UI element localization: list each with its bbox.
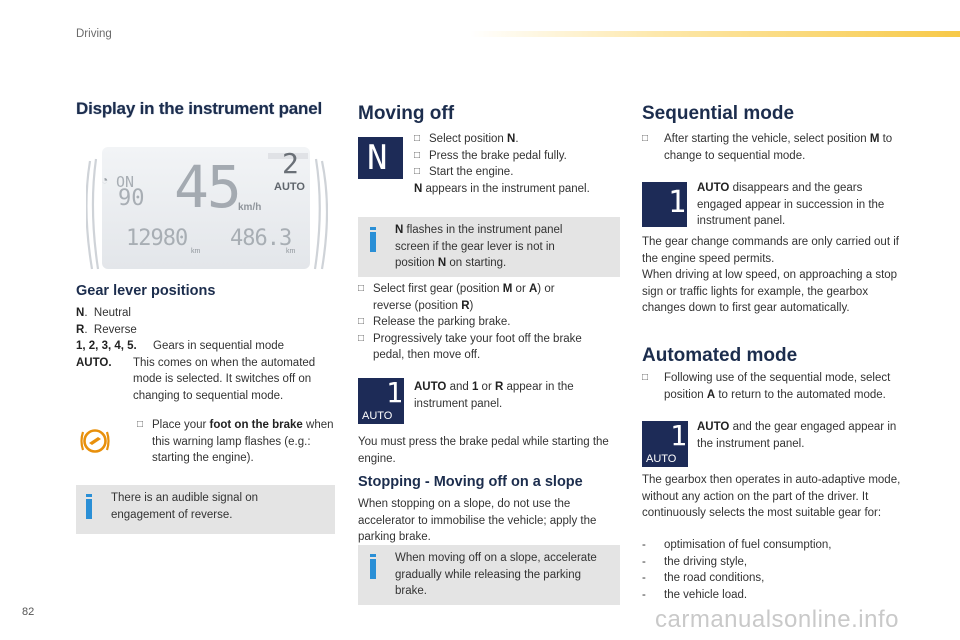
list-item: 1, 2, 3, 4, 5. Gears in sequential mode [76,340,285,352]
sequential-gear-tile: 1 [642,182,687,227]
slope-info-text: When moving off on a slope, accelerate gradually while releasing the parking brake. [395,552,597,597]
sequential-paragraph: The gear change commands are only carried out if the engine speed permits. When driving at low speed, on approaching a stop sign or traffic lights for example, the gearbox changes down to first gear automatically. [642,236,899,314]
auto-appear-note: AUTO and 1 or R appear in the instrument panel. [414,381,574,410]
slope-text: When stopping on a slope, do not use the accelerator to immobilise the vehicle; apply the parking brake. [358,498,597,543]
list-item: N. Neutral [76,307,131,319]
slope-title: Stopping - Moving off on a slope [358,474,583,490]
automated-gear-tile: 1 AUTO [642,421,688,467]
cruise-icon: ◔ [101,173,109,187]
list-item: □ Press the brake pedal fully. [414,148,614,165]
speed-readout: 45 [174,153,240,221]
speed-unit: km/h [238,202,262,213]
automated-title: Automated mode [642,345,798,366]
n-flash-info-text: N flashes in the instrument panel screen if the gear lever is not in position N on starting. [395,224,563,269]
gear-n-tile: N [358,137,403,179]
list-item: □ Release the parking brake. [358,314,618,331]
header-accent-bar [470,31,960,37]
checkbox-bullet-icon: □ [414,166,421,177]
instrument-panel-illustration [86,143,328,275]
display-panel-title: Display in the instrument panel [76,99,323,118]
info-i-icon [370,559,376,579]
moving-off-steps-2 [358,281,618,364]
moving-off-steps [414,131,614,197]
automated-paragraph: The gearbox then operates in auto-adaptive mode, without any action on the part of the driver. It continuously selects the most suitable gear for: [642,474,901,519]
reverse-info-text: There is an audible signal on engagement of reverse. [111,492,259,521]
checkbox-bullet-icon: □ [642,133,649,144]
moving-off-title: Moving off [358,103,455,124]
n-appears-note: N appears in the instrument panel. [414,182,590,195]
gear-1-auto-tile: 1 AUTO [358,378,404,424]
odometer-unit: km [191,248,201,255]
list-item: - the road conditions, [642,572,765,584]
page-number: 82 [22,606,35,618]
info-i-icon [86,499,92,519]
trip-unit: km [286,248,296,255]
checkbox-bullet-icon: □ [358,316,365,327]
list-item: □ Progressively take your foot off the brake pedal, then move off. [358,331,618,364]
list-item: AUTO. This comes on when the automated mode is selected. It switches off on changing to sequential mode. [76,356,316,402]
checkbox-bullet-icon: □ [642,372,649,383]
odometer: 12980 [126,226,188,251]
checkbox-bullet-icon: □ [414,149,421,161]
foot-brake-warning-icon [80,426,110,456]
gear-readout: 2 [282,147,299,180]
checkbox-bullet-icon: □ [358,283,365,294]
list-item: R. Reverse [76,323,137,336]
sequential-title: Sequential mode [642,103,795,124]
brake-note: You must press the brake pedal while starting the engine. [358,436,609,465]
cruise-state: ON [116,173,135,191]
gear-mode: AUTO [274,181,305,193]
automated-bullet: □ Following use of the sequential mode, select position A to return to the automated mode. [642,370,907,403]
gear-positions-title: Gear lever positions [76,283,216,299]
n-flash-info-box [358,217,620,277]
warning-lamp-bullet: □ Place your foot on the brake when this warning lamp flashes (e.g.: starting the engine). [137,417,337,467]
slope-info-box [358,545,620,605]
list-item: - optimisation of fuel consumption, [642,539,832,551]
cruise-speed: 90 [118,186,145,211]
list-item: □ Select first gear (position M or A) or reverse (position R) [358,281,618,314]
checkbox-bullet-icon: □ [414,133,421,144]
info-i-icon [370,232,376,252]
gear-positions-list [76,305,336,404]
list-item: □ Start the engine. [414,164,614,181]
automated-note: AUTO and the gear engaged appear in the instrument panel. [697,421,897,450]
checkbox-bullet-icon: □ [137,419,144,430]
list-item: - the driving style, [642,555,748,568]
sequential-bullet: □ After starting the vehicle, select position M to change to sequential mode. [642,131,907,164]
automated-list [642,537,907,603]
watermark: carmanualsonline.info [655,606,899,633]
list-item: □ Select position N. [414,131,614,148]
sequential-note: AUTO disappears and the gears engaged appear in succession in the instrument panel. [697,182,885,227]
reverse-info-box [76,485,335,534]
list-item: - the vehicle load. [642,588,748,601]
running-header: Driving [76,28,112,40]
checkbox-bullet-icon: □ [358,332,365,344]
trip-meter: 486.3 [230,226,292,251]
